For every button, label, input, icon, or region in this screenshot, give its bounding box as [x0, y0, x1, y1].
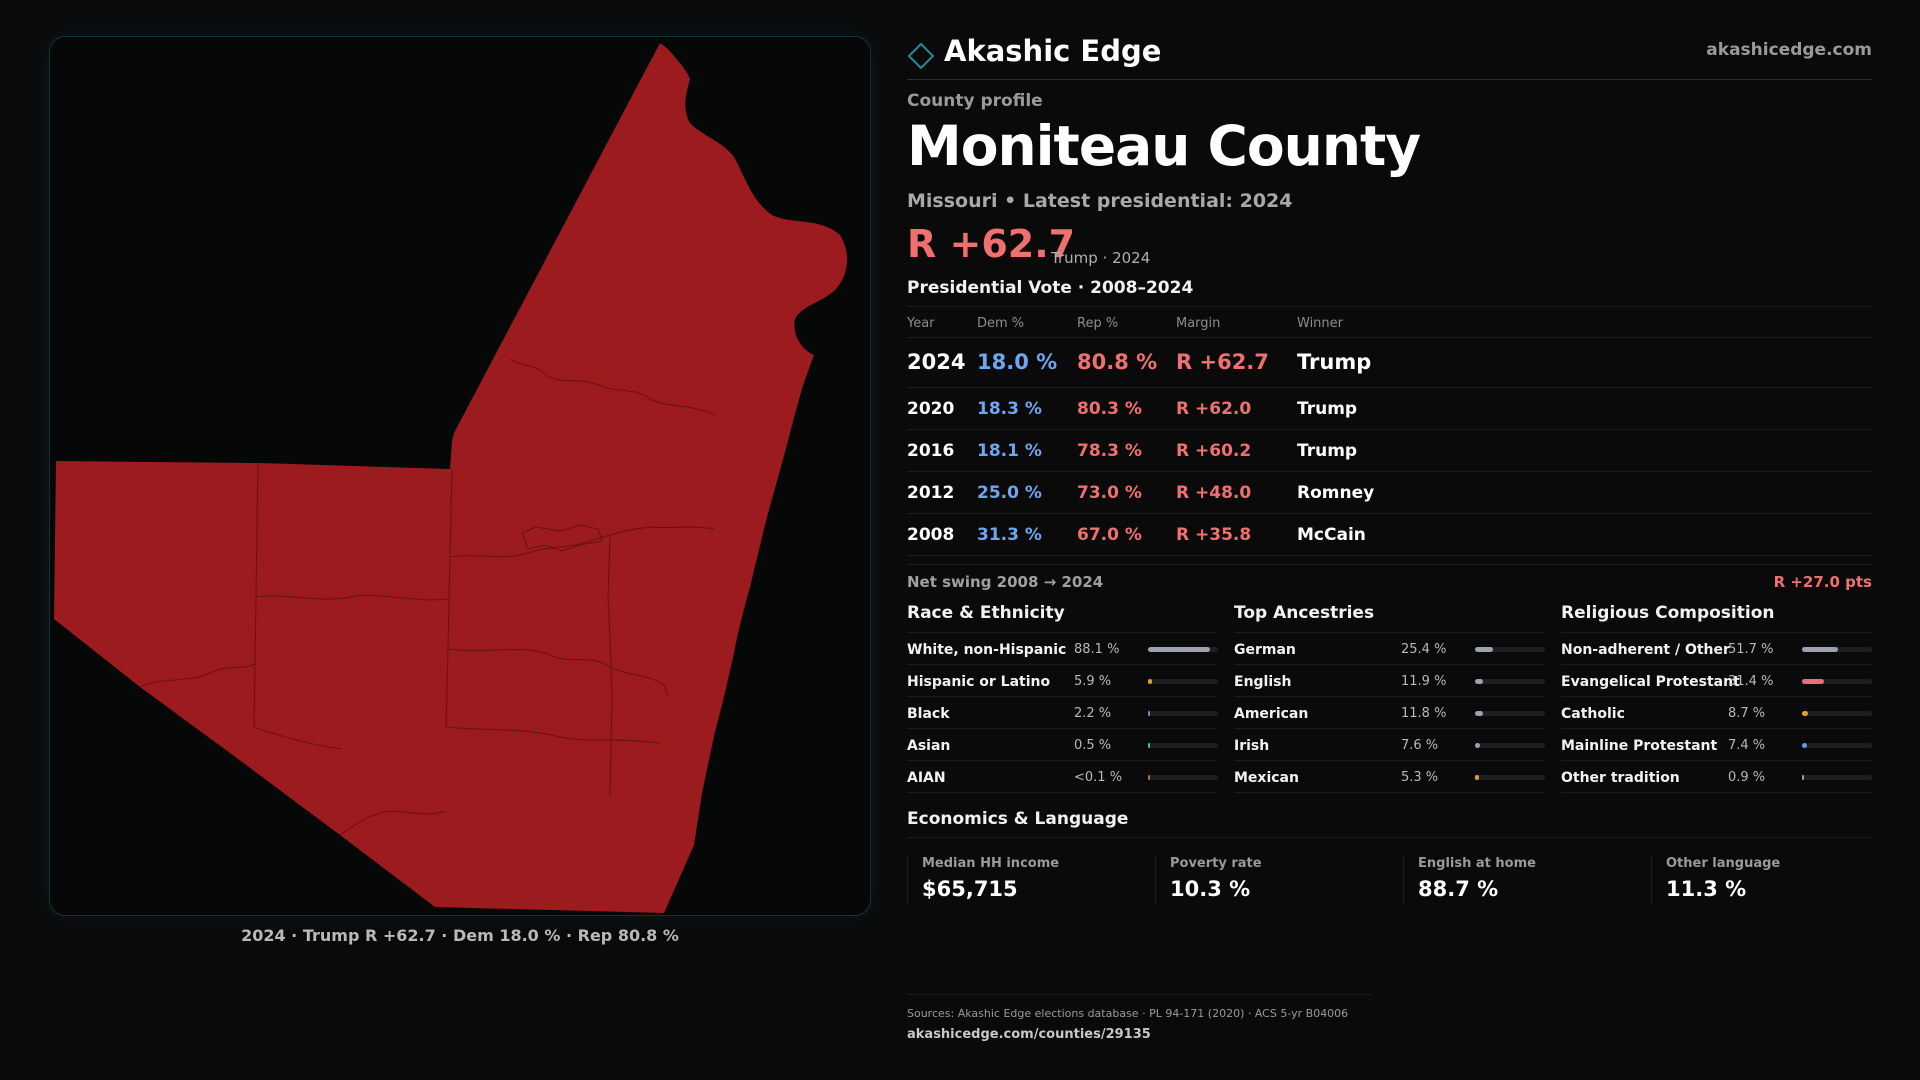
list-item [1561, 729, 1872, 761]
table-row [907, 338, 1872, 388]
cell-winner: Romney [1297, 483, 1375, 503]
econ-label: Other language [1666, 856, 1781, 871]
row-bar-track [1148, 679, 1218, 684]
net-swing-value: R +27.0 pts [1773, 573, 1872, 591]
row-label: Catholic [1561, 706, 1625, 722]
row-bar-track [1802, 711, 1872, 716]
cell-margin: R +35.8 [1176, 525, 1252, 545]
econ-label: Median HH income [922, 856, 1060, 871]
cell-year: 2008 [907, 525, 955, 545]
table-row [907, 472, 1872, 514]
cell-dem: 18.0 % [977, 350, 1058, 374]
cell-year: 2012 [907, 483, 955, 503]
row-bar-track [1802, 743, 1872, 748]
econ-other-language [1651, 856, 1872, 904]
vote-table [907, 306, 1872, 556]
row-value: 88.1 % [1074, 642, 1120, 657]
row-bar-fill [1475, 711, 1483, 716]
row-bar-fill [1802, 711, 1808, 716]
brand-url[interactable]: akashicedge.com [1706, 40, 1872, 60]
row-value: 8.7 % [1728, 706, 1766, 721]
row-label: Evangelical Protestant [1561, 674, 1740, 690]
cell-year: 2016 [907, 441, 955, 461]
econ-label: English at home [1418, 856, 1536, 871]
header-year: Year [907, 316, 935, 331]
cell-dem: 31.3 % [977, 525, 1042, 545]
cell-year: 2020 [907, 399, 955, 419]
row-bar-fill [1475, 743, 1480, 748]
row-bar-fill [1802, 743, 1807, 748]
row-label: Mainline Protestant [1561, 738, 1718, 754]
row-bar-track [1148, 647, 1218, 652]
county-shape[interactable] [54, 43, 847, 913]
row-bar-track [1475, 775, 1545, 780]
list-item [1561, 761, 1872, 793]
cell-dem: 18.3 % [977, 399, 1042, 419]
cell-rep: 80.3 % [1077, 399, 1142, 419]
cell-winner: Trump [1297, 399, 1358, 419]
row-bar-fill [1148, 679, 1152, 684]
list-item [1561, 633, 1872, 665]
row-label: Black [907, 706, 950, 722]
footer-url[interactable]: akashicedge.com/counties/29135 [907, 1027, 1151, 1042]
econ-label: Poverty rate [1170, 856, 1262, 871]
row-bar-track [1475, 647, 1545, 652]
list-item [907, 761, 1217, 793]
cell-winner: McCain [1297, 525, 1366, 545]
table-row [907, 514, 1872, 556]
race-section-title: Race & Ethnicity [907, 603, 1217, 633]
row-label: Mexican [1234, 770, 1299, 786]
header-winner: Winner [1297, 316, 1344, 331]
row-value: 25.4 % [1401, 642, 1447, 657]
vote-section-title: Presidential Vote · 2008–2024 [907, 278, 1194, 298]
list-item [1234, 729, 1544, 761]
ancestry-section-title: Top Ancestries [1234, 603, 1544, 633]
row-value: 7.4 % [1728, 738, 1766, 753]
row-value: 2.2 % [1074, 706, 1112, 721]
footer-sources: Sources: Akashic Edge elections database · PL 94-171 (2020) · ACS 5-yr B04006 [907, 1007, 1349, 1020]
row-bar-track [1148, 775, 1218, 780]
row-bar-track [1475, 743, 1545, 748]
row-label: Asian [907, 738, 951, 754]
cell-margin: R +48.0 [1176, 483, 1252, 503]
cell-rep: 67.0 % [1077, 525, 1142, 545]
row-bar-fill [1802, 647, 1838, 652]
row-bar-fill [1802, 679, 1824, 684]
footer [907, 994, 1372, 1042]
header-dem: Dem % [977, 316, 1025, 331]
row-value: 31.4 % [1728, 674, 1774, 689]
cell-rep: 78.3 % [1077, 441, 1142, 461]
cell-margin: R +60.2 [1176, 441, 1252, 461]
subtitle: Missouri • Latest presidential: 2024 [907, 190, 1293, 212]
row-bar-track [1148, 711, 1218, 716]
row-label: American [1234, 706, 1309, 722]
econ-value: 88.7 % [1418, 877, 1499, 901]
race-ethnicity-section [907, 603, 1217, 793]
row-value: 11.8 % [1401, 706, 1447, 721]
table-row [907, 430, 1872, 472]
brand-name: Akashic Edge [944, 34, 1162, 68]
row-value: 5.9 % [1074, 674, 1112, 689]
diamond-logo-icon [907, 42, 935, 70]
cell-rep: 80.8 % [1077, 350, 1158, 374]
cell-dem: 18.1 % [977, 441, 1042, 461]
list-item [907, 697, 1217, 729]
row-value: 11.9 % [1401, 674, 1447, 689]
header-rep: Rep % [1077, 316, 1119, 331]
row-label: Non-adherent / Other [1561, 642, 1730, 658]
row-label: Irish [1234, 738, 1270, 754]
economics-section-title: Economics & Language [907, 809, 1129, 829]
row-bar-fill [1148, 647, 1210, 652]
religion-section [1561, 603, 1872, 793]
list-item [1561, 665, 1872, 697]
econ-value: 11.3 % [1666, 877, 1747, 901]
row-bar-fill [1148, 775, 1150, 780]
row-value: 5.3 % [1401, 770, 1439, 785]
list-item [1234, 697, 1544, 729]
row-bar-fill [1475, 679, 1483, 684]
list-item [1561, 697, 1872, 729]
row-bar-track [1802, 647, 1872, 652]
row-label: Other tradition [1561, 770, 1680, 786]
list-item [1234, 761, 1544, 793]
cell-rep: 73.0 % [1077, 483, 1142, 503]
econ-value: 10.3 % [1170, 877, 1251, 901]
econ-poverty-rate [1155, 856, 1403, 904]
row-value: 7.6 % [1401, 738, 1439, 753]
econ-value: $65,715 [922, 877, 1018, 901]
row-bar-fill [1148, 743, 1150, 748]
econ-english-home [1403, 856, 1651, 904]
row-bar-track [1475, 711, 1545, 716]
map-caption: 2024 · Trump R +62.7 · Dem 18.0 % · Rep 80.8 % [241, 926, 679, 945]
county-map [50, 37, 871, 916]
row-bar-fill [1475, 647, 1493, 652]
row-label: German [1234, 642, 1296, 658]
headline-margin-note: Trump · 2024 [1051, 249, 1151, 267]
row-bar-fill [1802, 775, 1804, 780]
row-bar-track [1148, 743, 1218, 748]
row-bar-track [1475, 679, 1545, 684]
row-value: 51.7 % [1728, 642, 1774, 657]
list-item [1234, 633, 1544, 665]
brand-header [907, 30, 1872, 80]
county-map-panel [49, 36, 871, 916]
headline-margin: R +62.7 [907, 222, 1076, 266]
vote-table-header [907, 306, 1872, 338]
list-item [907, 633, 1217, 665]
cell-margin: R +62.0 [1176, 399, 1252, 419]
cell-dem: 25.0 % [977, 483, 1042, 503]
econ-median-income [907, 856, 1155, 904]
net-swing-label: Net swing 2008 → 2024 [907, 573, 1104, 591]
eyebrow: County profile [907, 91, 1043, 111]
row-label: AIAN [907, 770, 946, 786]
ancestry-section [1234, 603, 1544, 793]
row-bar-fill [1148, 711, 1150, 716]
header-margin: Margin [1176, 316, 1221, 331]
page-title: Moniteau County [907, 114, 1421, 178]
row-bar-track [1802, 679, 1872, 684]
economics-divider [907, 837, 1872, 838]
cell-year: 2024 [907, 350, 966, 374]
table-row [907, 388, 1872, 430]
row-value: <0.1 % [1074, 770, 1123, 785]
row-value: 0.5 % [1074, 738, 1112, 753]
row-label: White, non-Hispanic [907, 642, 1067, 658]
cell-winner: Trump [1297, 350, 1372, 374]
row-bar-fill [1475, 775, 1479, 780]
cell-winner: Trump [1297, 441, 1358, 461]
list-item [907, 665, 1217, 697]
row-label: Hispanic or Latino [907, 674, 1051, 690]
row-bar-track [1802, 775, 1872, 780]
cell-margin: R +62.7 [1176, 350, 1269, 374]
religion-section-title: Religious Composition [1561, 603, 1872, 633]
row-label: English [1234, 674, 1292, 690]
net-swing [907, 564, 1872, 594]
row-value: 0.9 % [1728, 770, 1766, 785]
list-item [1234, 665, 1544, 697]
list-item [907, 729, 1217, 761]
